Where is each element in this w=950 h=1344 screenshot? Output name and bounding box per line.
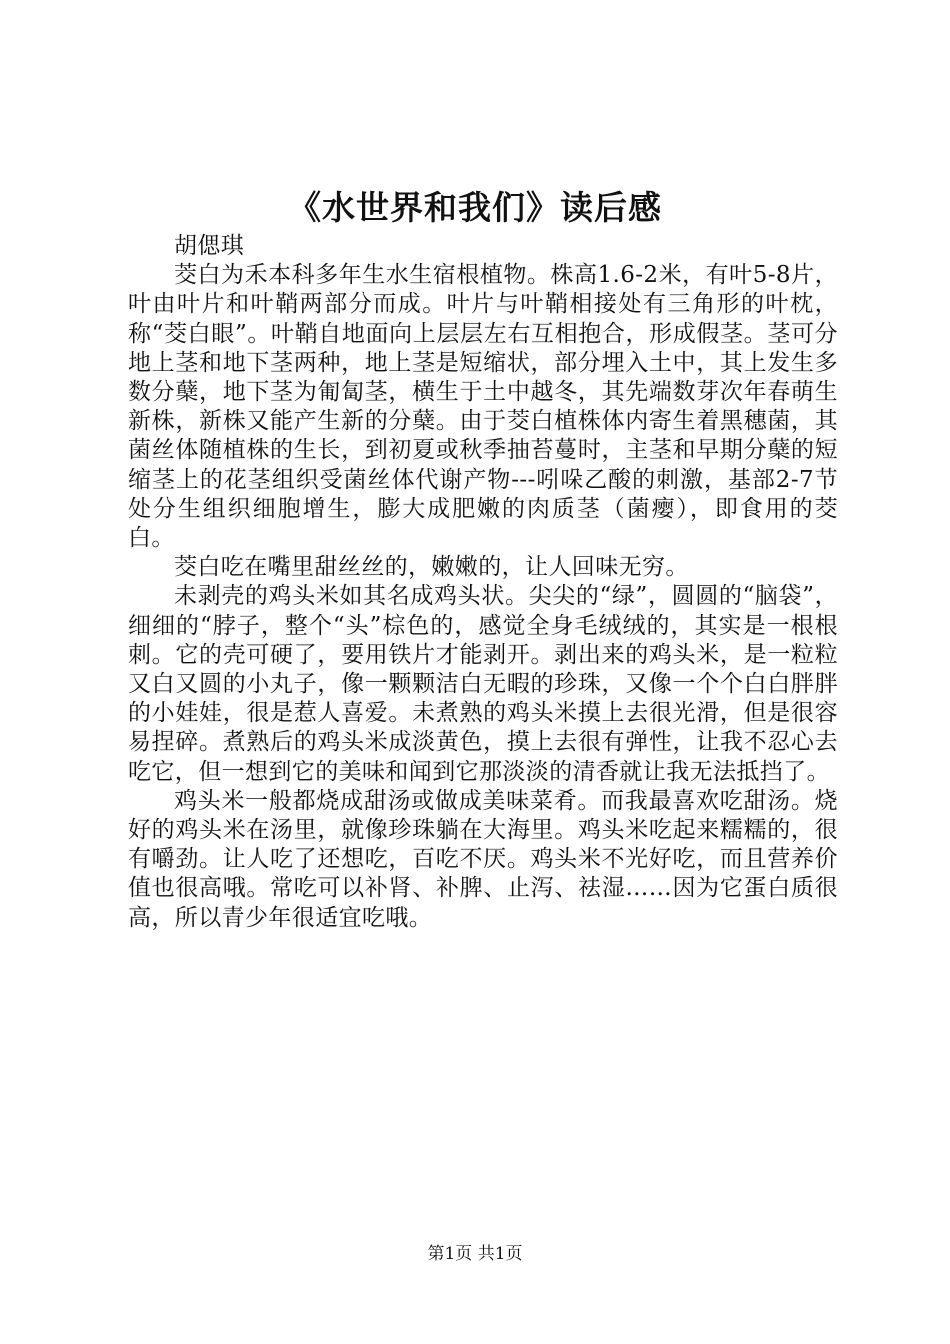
paragraph-2: 茭白吃在嘴里甜丝丝的，嫩嫩的，让人回味无穷。 [174, 554, 689, 581]
document-title: 《水世界和我们》读后感 [288, 188, 662, 227]
document-body [128, 232, 838, 933]
author-name: 胡偲琪 [174, 233, 245, 259]
page-footer: 第1页 共1页 [427, 1244, 523, 1264]
paragraph-3: 未剥壳的鸡头米如其名成鸡头状。尖尖的“绿”，圆圆的“脑袋”，细细的“脖子，整个“头”棕色的，感觉全身毛绒绒的，其实是一根根刺。它的壳可硬了，要用铁片才能剥开。剥出来的鸡头米，是一粒粒又白又圆的小丸子，像一颗颗洁白无暇的珍珠，又像一个个白白胖胖的小娃娃，很是惹人喜爱。未煮熟的鸡头米摸上去很光滑，但是很容易捏碎。煮熟后的鸡头米成淡黄色，摸上去很有弹性，让我不忍心去吃它，但一想到它的美味和闻到它那淡淡的清香就让我无法抵挡了。 [128, 583, 838, 785]
paragraph-4: 鸡头米一般都烧成甜汤或做成美味菜肴。而我最喜欢吃甜汤。烧好的鸡头米在汤里，就像珍珠躺在大海里。鸡头米吃起来糯糯的，很有嚼劲。让人吃了还想吃，百吃不厌。鸡头米不光好吃，而且营养价值也很高哦。常吃可以补肾、补脾、止泻、祛湿……因为它蛋白质很高，所以青少年很适宜吃哦。 [128, 787, 838, 931]
paragraph-1: 茭白为禾本科多年生水生宿根植物。株高1.6-2米，有叶5-8片，叶由叶片和叶鞘两部分而成。叶片与叶鞘相接处有三角形的叶枕，称“茭白眼”。叶鞘自地面向上层层左右互相抱合，形成假茎。茎可分地上茎和地下茎两种，地上茎是短缩状，部分埋入土中，其上发生多数分蘖，地下茎为匍匐茎，横生于土中越冬，其先端数芽次年春萌生新株，新株又能产生新的分蘖。由于茭白植株体内寄生着黑穗菌，其菌丝体随植株的生长，到初夏或秋季抽苔蔓时，主茎和早期分蘖的短缩茎上的花茎组织受菌丝体代谢产物---吲哚乙酸的刺激，基部2-7节处分生组织细胞增生，膨大成肥嫩的肉质茎（菌瘿），即食用的茭白。 [128, 262, 838, 552]
